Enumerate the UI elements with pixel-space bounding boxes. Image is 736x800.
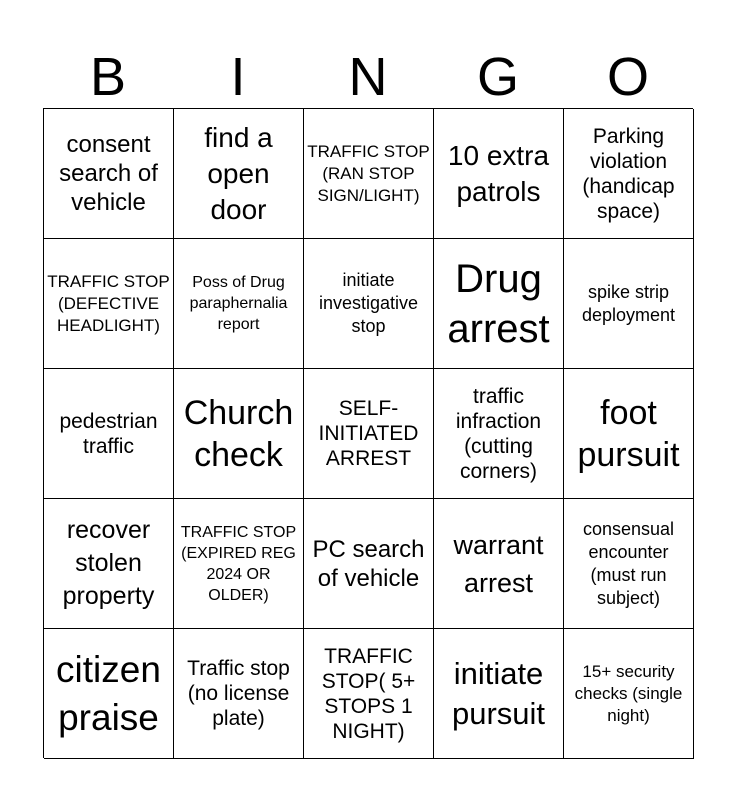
bingo-cell-r3-c2[interactable] bbox=[174, 369, 304, 499]
bingo-cell-r1-c5[interactable] bbox=[564, 109, 694, 239]
bingo-cell-r1-c2[interactable] bbox=[174, 109, 304, 239]
cell-text: Traffic stop (no license plate) bbox=[187, 657, 290, 730]
cell-text: initiate pursuit bbox=[451, 655, 546, 731]
cell-text: foot pursuit bbox=[577, 393, 680, 474]
header-letter-o: O bbox=[606, 47, 649, 107]
cell-text: Church check bbox=[183, 393, 294, 474]
bingo-cell-r5-c1[interactable] bbox=[44, 629, 174, 759]
bingo-cell-r5-c4[interactable] bbox=[434, 629, 564, 759]
cell-text: PC search of vehicle bbox=[312, 535, 425, 592]
cell-text: 10 extra patrols bbox=[447, 139, 550, 207]
bingo-cell-r4-c3[interactable] bbox=[304, 499, 434, 629]
bingo-cell-r5-c5[interactable] bbox=[564, 629, 694, 759]
cell-text: TRAFFIC STOP (DEFECTIVE HEADLIGHT) bbox=[47, 271, 170, 335]
cell-text: spike strip deployment bbox=[581, 281, 676, 325]
bingo-cell-r4-c1[interactable] bbox=[44, 499, 174, 629]
bingo-cell-r1-c1[interactable] bbox=[44, 109, 174, 239]
bingo-cell-r2-c3[interactable] bbox=[304, 239, 434, 369]
cell-text: citizen praise bbox=[56, 648, 161, 738]
cell-text: 15+ security checks (single night) bbox=[574, 661, 683, 725]
bingo-cell-r3-c5[interactable] bbox=[564, 369, 694, 499]
cell-text: consent search of vehicle bbox=[59, 131, 158, 216]
cell-text: Drug arrest bbox=[447, 256, 550, 351]
bingo-cell-r1-c3[interactable] bbox=[304, 109, 434, 239]
bingo-cell-r3-c4[interactable] bbox=[434, 369, 564, 499]
bingo-header bbox=[43, 48, 693, 106]
bingo-cell-r3-c3[interactable] bbox=[304, 369, 434, 499]
cell-text: SELF-INITIATED ARREST bbox=[318, 397, 419, 470]
cell-text: initiate investigative stop bbox=[318, 270, 419, 336]
header-letter-g: G bbox=[476, 47, 519, 107]
cell-text: TRAFFIC STOP( 5+ STOPS 1 NIGHT) bbox=[321, 644, 416, 743]
cell-text: Poss of Drug paraphernalia report bbox=[189, 274, 288, 333]
bingo-cell-r5-c2[interactable] bbox=[174, 629, 304, 759]
bingo-cell-r1-c4[interactable] bbox=[434, 109, 564, 239]
cell-text: consensual encounter (must run subject) bbox=[582, 518, 675, 608]
cell-text: find a open door bbox=[204, 121, 273, 225]
bingo-cell-r2-c5[interactable] bbox=[564, 239, 694, 369]
header-letter-i: I bbox=[230, 47, 246, 107]
cell-text: warrant arrest bbox=[453, 529, 544, 598]
cell-text: pedestrian traffic bbox=[59, 409, 158, 458]
cell-text: recover stolen property bbox=[62, 516, 155, 610]
header-letter-b: B bbox=[89, 47, 127, 107]
bingo-cell-r4-c2[interactable] bbox=[174, 499, 304, 629]
bingo-cell-r5-c3[interactable] bbox=[304, 629, 434, 759]
bingo-cell-r4-c5[interactable] bbox=[564, 499, 694, 629]
bingo-cell-r2-c4[interactable] bbox=[434, 239, 564, 369]
bingo-cell-r2-c2[interactable] bbox=[174, 239, 304, 369]
cell-text: traffic infraction (cutting corners) bbox=[455, 384, 542, 483]
cell-text: Parking violation (handicap space) bbox=[582, 124, 675, 223]
bingo-board bbox=[43, 108, 693, 758]
cell-text: TRAFFIC STOP (EXPIRED REG 2024 OR OLDER) bbox=[180, 523, 297, 604]
cell-text: TRAFFIC STOP (RAN STOP SIGN/LIGHT) bbox=[307, 141, 430, 205]
header-letter-n: N bbox=[348, 47, 388, 107]
bingo-cell-r2-c1[interactable] bbox=[44, 239, 174, 369]
bingo-cell-r4-c4[interactable] bbox=[434, 499, 564, 629]
bingo-cell-r3-c1[interactable] bbox=[44, 369, 174, 499]
